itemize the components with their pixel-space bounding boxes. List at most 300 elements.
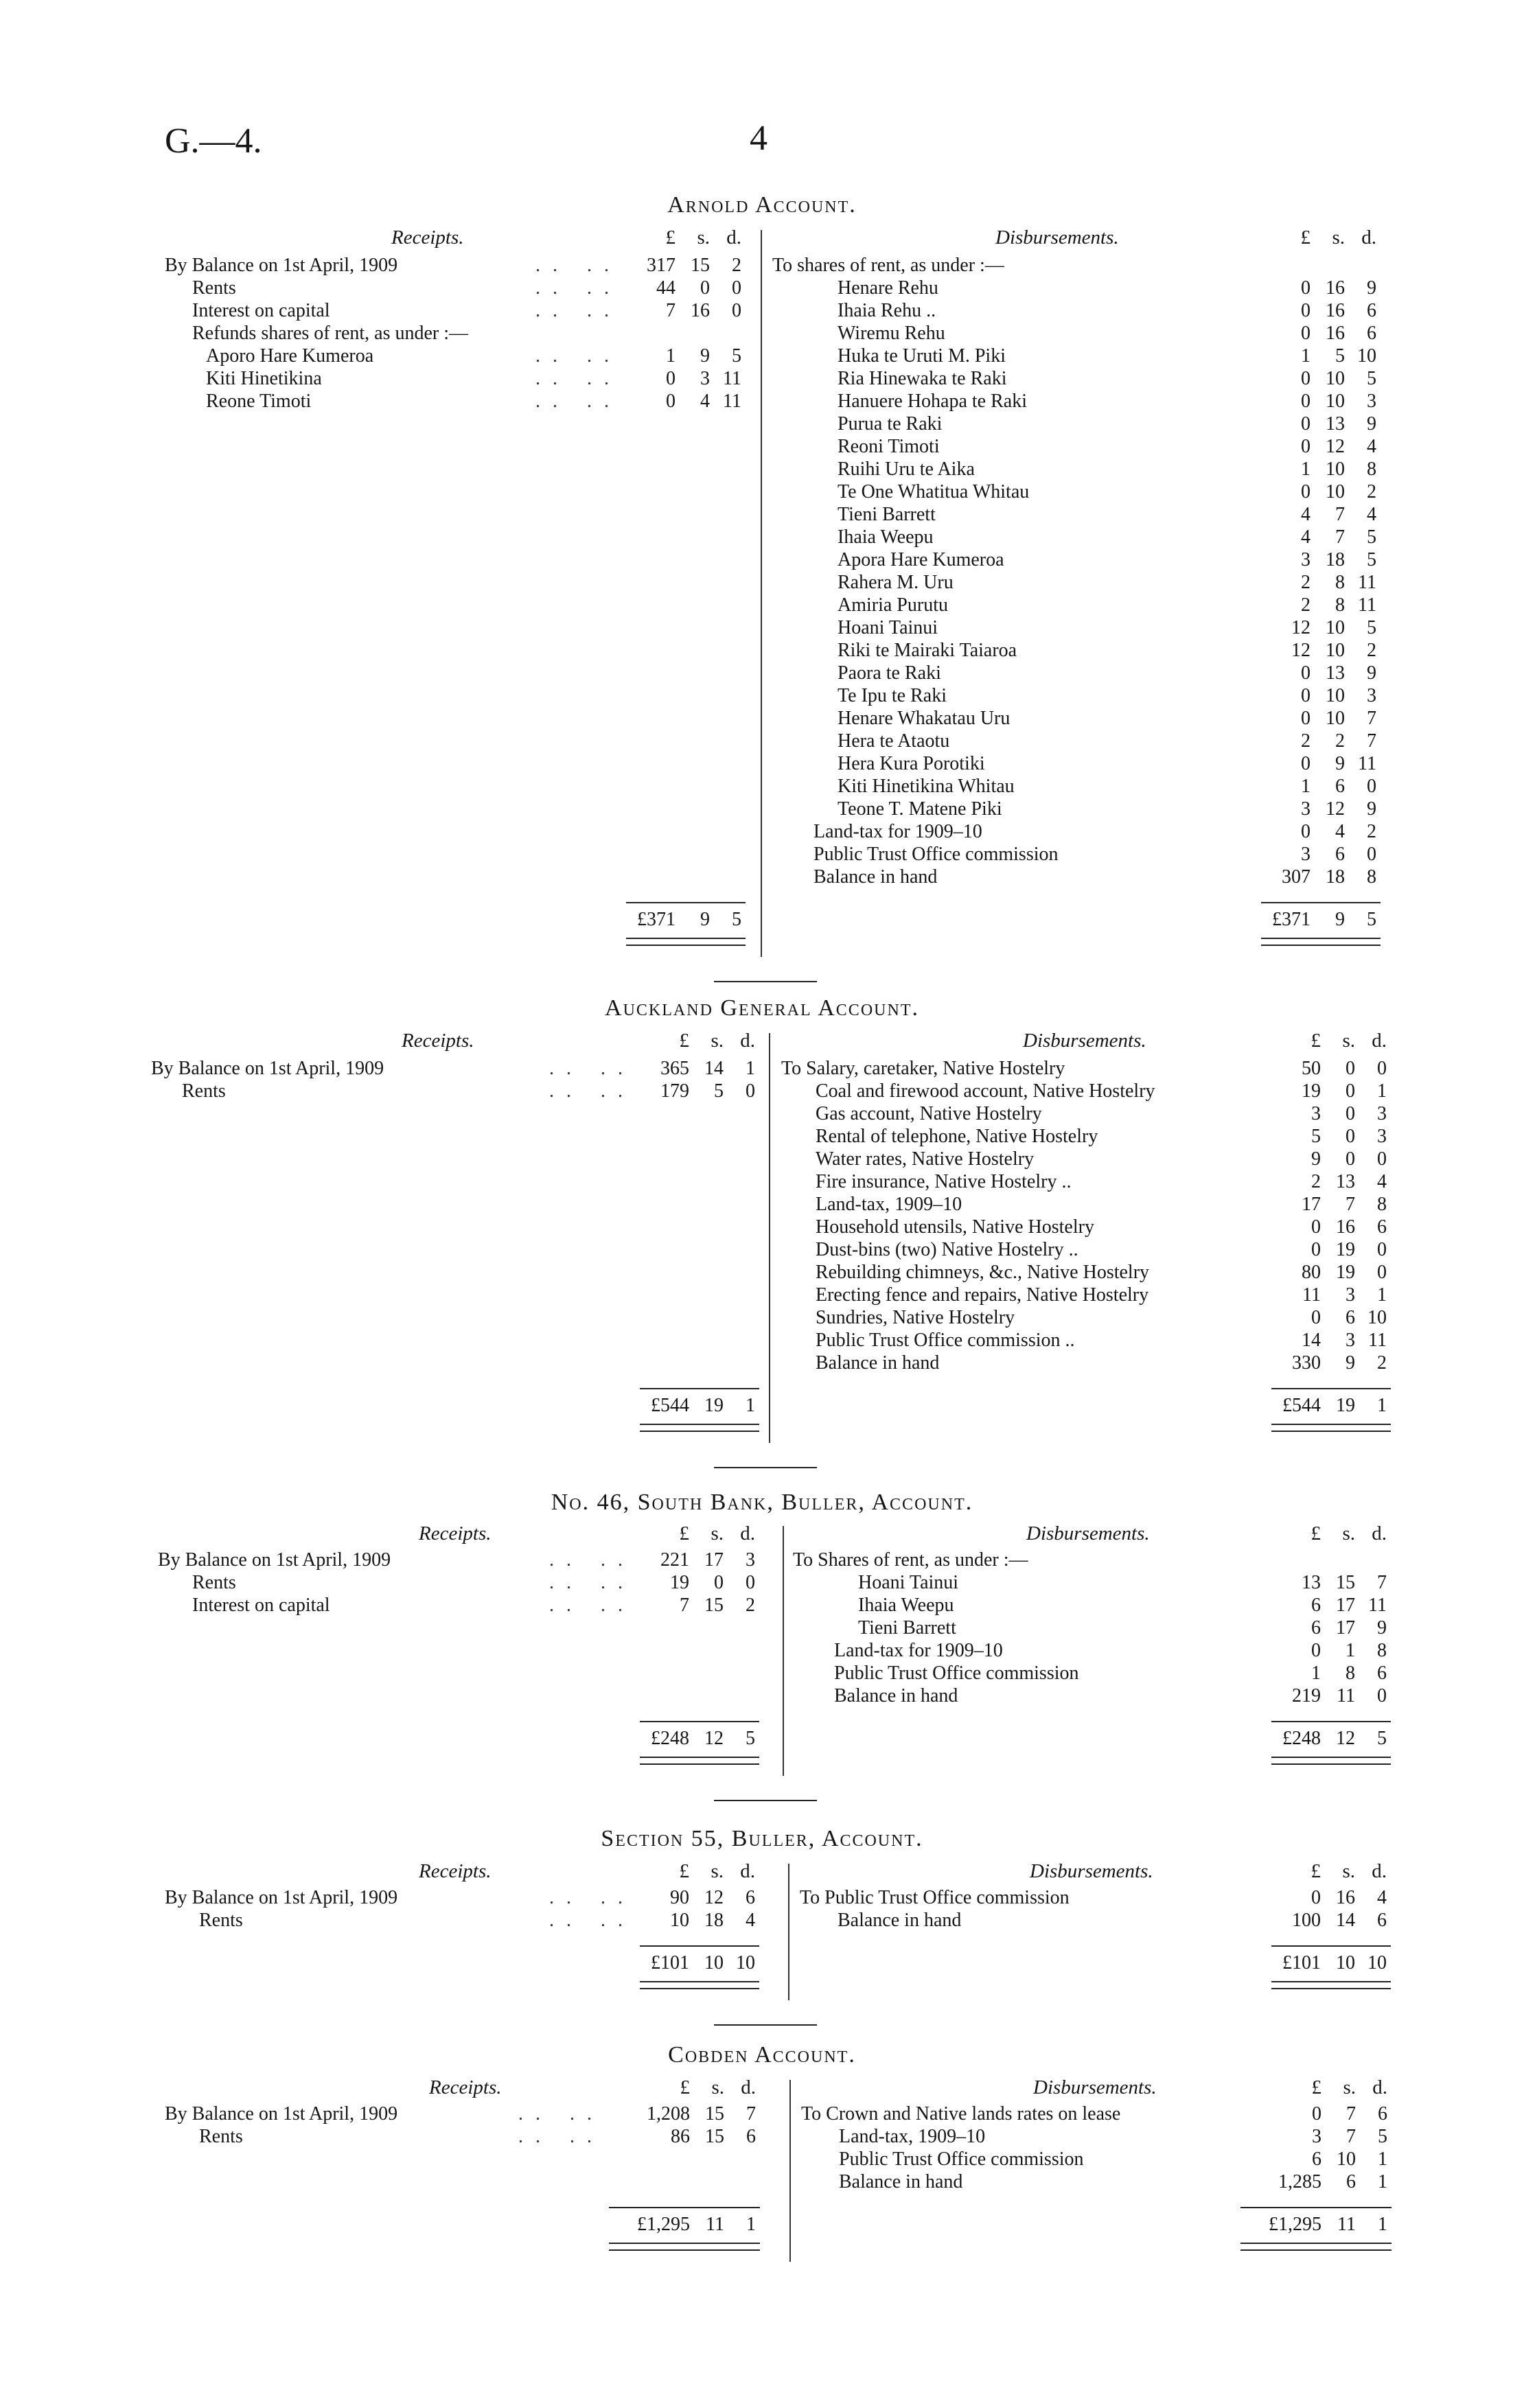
receipts-column-heads [632,227,741,249]
pounds-value: 19 [670,1572,689,1593]
disbursement-row [0,503,1442,526]
pence-value: 3 [1377,1103,1387,1124]
disbursement-description: Hanuere Hohapa te Raki [838,391,1027,412]
pounds-value: 10 [670,1910,689,1931]
disbursement-row [0,2125,1442,2148]
receipts-total [632,909,741,931]
leader-dots: .. .. [535,391,621,412]
disbursement-description: To Shares of rent, as under :— [793,1549,1028,1571]
shillings-value: 5 [714,1080,724,1102]
disbursement-row [0,684,1442,707]
pence-value: 1 [1378,2171,1387,2192]
disbursement-row [0,730,1442,752]
disbursement-row [0,1639,1442,1662]
disbursement-description: Dust-bins (two) Native Hostelry .. [816,1239,1078,1260]
total-l: £248 [651,1728,689,1749]
pence-value: 7 [1367,730,1376,752]
pence-column-head: d. [1361,227,1376,248]
disbursements-column-heads [1277,1860,1387,1883]
disbursement-description: Balance in hand [839,2171,963,2192]
disbursement-description: Land-tax for 1909–10 [813,821,982,842]
pounds-value: 13 [1302,1572,1321,1593]
disbursement-description: Public Trust Office commission [839,2149,1084,2170]
disbursement-description: Huka te Uruti M. Piki [838,345,1006,367]
pounds-column-head: £ [679,1860,689,1882]
pence-value: 0 [1377,1262,1387,1283]
disbursement-amount [1277,1571,1387,1594]
disbursement-description: Purua te Raki [838,413,943,435]
shillings-value: 10 [1326,368,1345,389]
receipt-description: By Balance on 1st April, 1909 [165,1887,398,1908]
total-double-rule [1271,1424,1391,1432]
pence-value: 0 [746,1572,755,1593]
pence-value: 11 [1368,1595,1387,1616]
disbursement-amount [1277,1594,1387,1617]
disbursement-description: Amiria Purutu [838,594,948,616]
subtotal-rule [1261,902,1381,903]
pence-value: 4 [1377,1887,1387,1908]
pounds-value: 1 [1301,776,1311,797]
shillings-value: 2 [1335,730,1345,752]
pounds-value: 5 [1311,1126,1321,1147]
receipt-description: Aporo Hare Kumeroa [206,345,374,367]
disbursement-row [0,1329,1442,1352]
pounds-value: 1,208 [647,2103,690,2125]
pounds-value: 1,285 [1278,2171,1321,2192]
pence-value: 6 [1378,2103,1387,2125]
disbursement-row [0,571,1442,594]
pounds-value: 317 [647,255,676,276]
disbursement-description: Henare Whakatau Uru [838,708,1011,729]
shillings-value: 10 [1337,2149,1356,2170]
receipt-description: Rents [192,1572,236,1593]
disbursement-amount [1277,1329,1387,1352]
disbursement-amount [1277,1306,1387,1329]
disbursement-amount [1277,1170,1387,1193]
disbursement-amount [1277,1617,1387,1639]
pounds-value: 365 [660,1058,689,1079]
section-separator [714,2024,817,2026]
leader-dots: .. .. [518,2126,604,2147]
pence-value: 0 [1377,1148,1387,1170]
receipt-description: Interest on capital [192,1595,330,1616]
pence-value: 6 [1377,1663,1387,1684]
disbursement-amount [1267,775,1376,798]
disbursement-amount [1277,1261,1387,1284]
pence-value: 2 [1377,1352,1387,1374]
account-title: Auckland General Account. [605,995,919,1021]
pounds-value: 3 [1301,549,1311,570]
receipt-description: Reone Timoti [206,391,312,412]
disbursements-heading: Disbursements. [1033,2076,1157,2098]
total-s: 11 [1337,2214,1356,2235]
disbursement-description: Balance in hand [816,1352,940,1374]
total-d: 10 [736,1952,755,1973]
pence-value: 5 [1367,617,1376,638]
shillings-value: 6 [1335,776,1345,797]
disbursement-row [0,616,1442,639]
shillings-value: 7 [1346,1194,1355,1215]
shillings-value: 16 [691,300,710,321]
disbursement-amount [1267,390,1376,413]
disbursement-row [0,345,1442,367]
disbursement-row [0,866,1442,888]
disbursement-row [0,435,1442,458]
pounds-value: 0 [666,391,676,412]
disbursement-row [0,1080,1442,1102]
disbursement-amount [1277,1284,1387,1306]
subtotal-rule [1271,1721,1391,1722]
shillings-column-head: s. [697,227,710,248]
total-l: £544 [1282,1395,1321,1416]
shillings-value: 8 [1346,1663,1355,1684]
shillings-value: 13 [1326,662,1345,684]
pence-column-head: d. [1372,1523,1387,1544]
pence-value: 9 [1367,277,1376,299]
disbursement-row [0,322,1442,345]
disbursement-amount [1267,413,1376,435]
disbursement-row [0,1886,1442,1909]
disbursement-row [0,594,1442,616]
disbursement-amount [1246,2148,1387,2170]
disbursement-description: Ihaia Weepu [858,1595,954,1616]
pounds-value: 11 [1302,1284,1321,1306]
disbursement-amount [1267,752,1376,775]
pence-value: 2 [1367,640,1376,661]
shillings-value: 9 [1346,1352,1355,1374]
total-double-rule [1261,938,1381,946]
total-l: £371 [1272,909,1311,930]
pounds-value: 1 [666,345,676,367]
shillings-column-head: s. [1332,227,1345,248]
disbursements-total [1267,909,1376,931]
pounds-value: 0 [1301,368,1311,389]
pence-value: 1 [1377,1080,1387,1102]
pence-value: 6 [1367,323,1376,344]
disbursement-row [0,1170,1442,1193]
page-header [0,0,1524,178]
total-l: £371 [637,909,676,930]
disbursement-amount [1267,843,1376,866]
disbursement-amount [1277,1352,1387,1374]
shillings-value: 15 [691,255,710,276]
disbursement-row [0,413,1442,435]
disbursement-amount [1277,1662,1387,1685]
disbursement-description: Land-tax, 1909–10 [839,2126,986,2147]
disbursement-amount [1246,2170,1387,2193]
disbursement-description: Ria Hinewaka te Raki [838,368,1007,389]
total-double-rule [626,938,746,946]
pence-value: 8 [1377,1194,1387,1215]
disbursement-row [0,1102,1442,1125]
disbursements-column-heads [1267,227,1376,249]
shillings-value: 0 [1346,1126,1355,1147]
shillings-value: 13 [1326,413,1345,435]
disbursement-amount [1267,616,1376,639]
total-s: 9 [1335,909,1345,930]
pence-value: 6 [746,1887,755,1908]
shillings-value: 1 [1346,1640,1355,1661]
disbursement-row [0,1057,1442,1080]
receipt-description: Kiti Hinetikina [206,368,322,389]
column-divider [769,1033,770,1443]
receipt-description: Rents [199,2126,243,2147]
disbursement-row [0,820,1442,843]
pence-value: 6 [1377,1216,1387,1238]
disbursements-total [1246,2214,1387,2236]
disbursement-amount [1267,730,1376,752]
disbursement-description: Land-tax, 1909–10 [816,1194,962,1215]
total-s: 19 [1336,1395,1355,1416]
disbursement-row [0,1571,1442,1594]
pence-value: 3 [1367,685,1376,706]
disbursement-row [0,1306,1442,1329]
disbursement-amount [1267,526,1376,548]
disbursement-description: Land-tax for 1909–10 [834,1640,1003,1661]
pounds-value: 17 [1302,1194,1321,1215]
pence-value: 3 [1377,1126,1387,1147]
pence-value: 1 [1378,2149,1387,2170]
disbursement-description: Hera te Ataotu [838,730,950,752]
disbursement-row [0,707,1442,730]
disbursement-description: To Crown and Native lands rates on lease [801,2103,1121,2125]
leader-dots: .. .. [549,1549,635,1571]
disbursement-amount [1277,1125,1387,1148]
total-d: 1 [1378,2214,1387,2235]
disbursement-description: To shares of rent, as under :— [772,255,1004,276]
shillings-value: 7 [1346,2126,1356,2147]
receipts-heading: Receipts. [391,227,464,248]
pounds-value: 19 [1302,1080,1321,1102]
disbursement-description: Te One Whatitua Whitau [838,481,1030,502]
receipt-description: Rents [192,277,236,299]
pounds-value: 307 [1282,866,1311,888]
total-s: 12 [704,1728,724,1749]
pounds-value: 0 [1312,2103,1321,2125]
disbursement-description: Henare Rehu [838,277,938,299]
pence-column-head: d. [741,2076,756,2098]
shillings-column-head: s. [1342,1030,1355,1052]
column-divider [789,2080,791,2262]
shillings-value: 17 [1336,1595,1355,1616]
disbursement-amount [1277,1909,1387,1932]
shillings-value: 10 [1326,459,1345,480]
pounds-value: 0 [1301,300,1311,321]
disbursement-row [0,1148,1442,1170]
disbursement-description: Tieni Barrett [838,504,936,525]
shillings-value: 6 [1335,844,1345,865]
total-s: 9 [700,909,710,930]
pence-value: 9 [1367,662,1376,684]
pence-value: 7 [1367,708,1376,729]
pence-value: 0 [1377,1685,1387,1706]
disbursement-description: Teone T. Matene Piki [838,798,1002,820]
disbursement-description: Paora te Raki [838,662,941,684]
receipt-description: Refunds shares of rent, as under :— [192,323,469,344]
leader-dots: .. .. [535,300,621,321]
pounds-value: 330 [1292,1352,1321,1374]
disbursement-description: Balance in hand [813,866,938,888]
disbursement-description: Wiremu Rehu [838,323,945,344]
pounds-value: 100 [1292,1910,1321,1931]
pence-value: 11 [1358,753,1376,774]
shillings-column-head: s. [1342,1523,1355,1544]
pence-column-head: d. [1372,2076,1387,2098]
leader-dots: .. .. [549,1910,635,1931]
shillings-value: 7 [1335,504,1345,525]
shillings-value: 19 [1336,1262,1355,1283]
shillings-value: 10 [1326,685,1345,706]
total-l: £1,295 [1269,2214,1321,2235]
receipts-column-heads [645,1860,755,1883]
disbursements-total [1277,1952,1387,1974]
disbursement-row [0,548,1442,571]
leader-dots: .. .. [535,345,621,367]
shillings-column-head: s. [711,1523,724,1544]
disbursement-description: Hera Kura Porotiki [838,753,985,774]
pence-value: 4 [1367,436,1376,457]
disbursement-description: Household utensils, Native Hostelry [816,1216,1094,1238]
pence-value: 5 [1367,526,1376,548]
shillings-column-head: s. [1343,2076,1356,2098]
disbursement-row [0,254,1442,277]
disbursement-row [0,2170,1442,2193]
shillings-column-head: s. [711,1030,724,1052]
pounds-value: 44 [656,277,676,299]
pounds-column-head: £ [680,2076,690,2098]
pounds-column-head: £ [1311,1860,1321,1882]
pounds-value: 6 [1311,1595,1321,1616]
disbursement-description: Te Ipu te Raki [838,685,947,706]
pounds-value: 3 [1311,1103,1321,1124]
disbursement-description: Hoani Tainui [858,1572,959,1593]
disbursement-amount [1267,594,1376,616]
pence-value: 0 [1367,844,1376,865]
pence-value: 11 [723,391,741,412]
shillings-value: 16 [1326,300,1345,321]
shillings-value: 16 [1326,277,1345,299]
subtotal-rule [1271,1945,1391,1947]
pounds-column-head: £ [1300,227,1311,248]
shillings-value: 3 [1346,1284,1355,1306]
pence-value: 6 [1367,300,1376,321]
disbursement-amount [1267,458,1376,481]
disbursement-description: Public Trust Office commission [813,844,1059,865]
section-separator [714,1467,817,1468]
disbursements-heading: Disbursements. [1030,1860,1153,1882]
disbursement-amount [1267,277,1376,299]
pence-column-head: d. [1372,1860,1387,1882]
receipts-total [645,1728,755,1750]
pence-column-head: d. [726,227,741,248]
total-d: 5 [1367,909,1376,930]
subtotal-rule [640,1721,759,1722]
shillings-value: 3 [1346,1330,1355,1351]
disbursement-row [0,458,1442,481]
disbursement-description: Sundries, Native Hostelry [816,1307,1015,1328]
disbursement-description: Erecting fence and repairs, Native Hostelry [816,1284,1149,1306]
receipt-description: Interest on capital [192,300,330,321]
pounds-column-head: £ [665,227,676,248]
disbursements-column-heads [1277,1523,1387,1545]
shillings-value: 18 [704,1910,724,1931]
receipt-description: Rents [182,1080,226,1102]
shillings-value: 15 [1336,1572,1355,1593]
pence-value: 2 [732,255,741,276]
disbursement-row [0,1216,1442,1238]
disbursement-amount [1267,367,1376,390]
pounds-value: 221 [660,1549,689,1571]
disbursement-row [0,1594,1442,1617]
disbursement-description: Apora Hare Kumeroa [838,549,1004,570]
subtotal-rule [640,1388,759,1389]
receipts-column-heads [645,1030,755,1052]
disbursement-amount [1277,1102,1387,1125]
shillings-value: 16 [1336,1216,1355,1238]
disbursement-description: Public Trust Office commission [834,1663,1079,1684]
pence-value: 8 [1367,459,1376,480]
section-separator [714,981,817,982]
disbursement-description: Rental of telephone, Native Hostelry [816,1126,1098,1147]
disbursement-row [0,2148,1442,2170]
section-separator [714,1800,817,1801]
total-double-rule [1271,1757,1391,1765]
pence-value: 0 [1367,776,1376,797]
shillings-value: 17 [1336,1617,1355,1639]
disbursement-amount [1267,639,1376,662]
disbursement-row [0,1261,1442,1284]
total-d: 1 [746,2214,756,2235]
pounds-value: 12 [1291,640,1311,661]
leader-dots: .. .. [549,1058,635,1079]
disbursement-row [0,1238,1442,1261]
subtotal-rule [609,2207,760,2208]
pounds-value: 0 [1301,413,1311,435]
total-d: 5 [746,1728,755,1749]
column-divider [761,230,762,957]
pounds-column-head: £ [1311,2076,1321,2098]
disbursement-row [0,752,1442,775]
total-d: 1 [1377,1395,1387,1416]
shillings-value: 3 [700,368,710,389]
total-d: 5 [732,909,741,930]
disbursements-heading: Disbursements. [995,227,1119,248]
disbursement-row [0,798,1442,820]
leader-dots: .. .. [549,1080,635,1102]
pence-value: 1 [1377,1284,1387,1306]
leader-dots: .. .. [518,2103,604,2125]
pounds-value: 2 [1301,572,1311,593]
total-l: £1,295 [637,2214,690,2235]
shillings-value: 16 [1336,1887,1355,1908]
pounds-value: 4 [1301,526,1311,548]
disbursement-row [0,1909,1442,1932]
shillings-value: 0 [1346,1103,1355,1124]
pounds-value: 3 [1301,798,1311,820]
total-l: £101 [1282,1952,1321,1973]
disbursement-amount [1277,1216,1387,1238]
pence-value: 11 [1368,1330,1387,1351]
disbursement-amount [1267,662,1376,684]
shillings-value: 6 [1346,2171,1356,2192]
receipt-description: By Balance on 1st April, 1909 [165,2103,398,2125]
pounds-value: 0 [1301,753,1311,774]
disbursement-row [0,639,1442,662]
disbursement-row [0,277,1442,299]
shillings-value: 12 [704,1887,724,1908]
pounds-value: 86 [671,2126,690,2147]
pence-value: 2 [1367,481,1376,502]
